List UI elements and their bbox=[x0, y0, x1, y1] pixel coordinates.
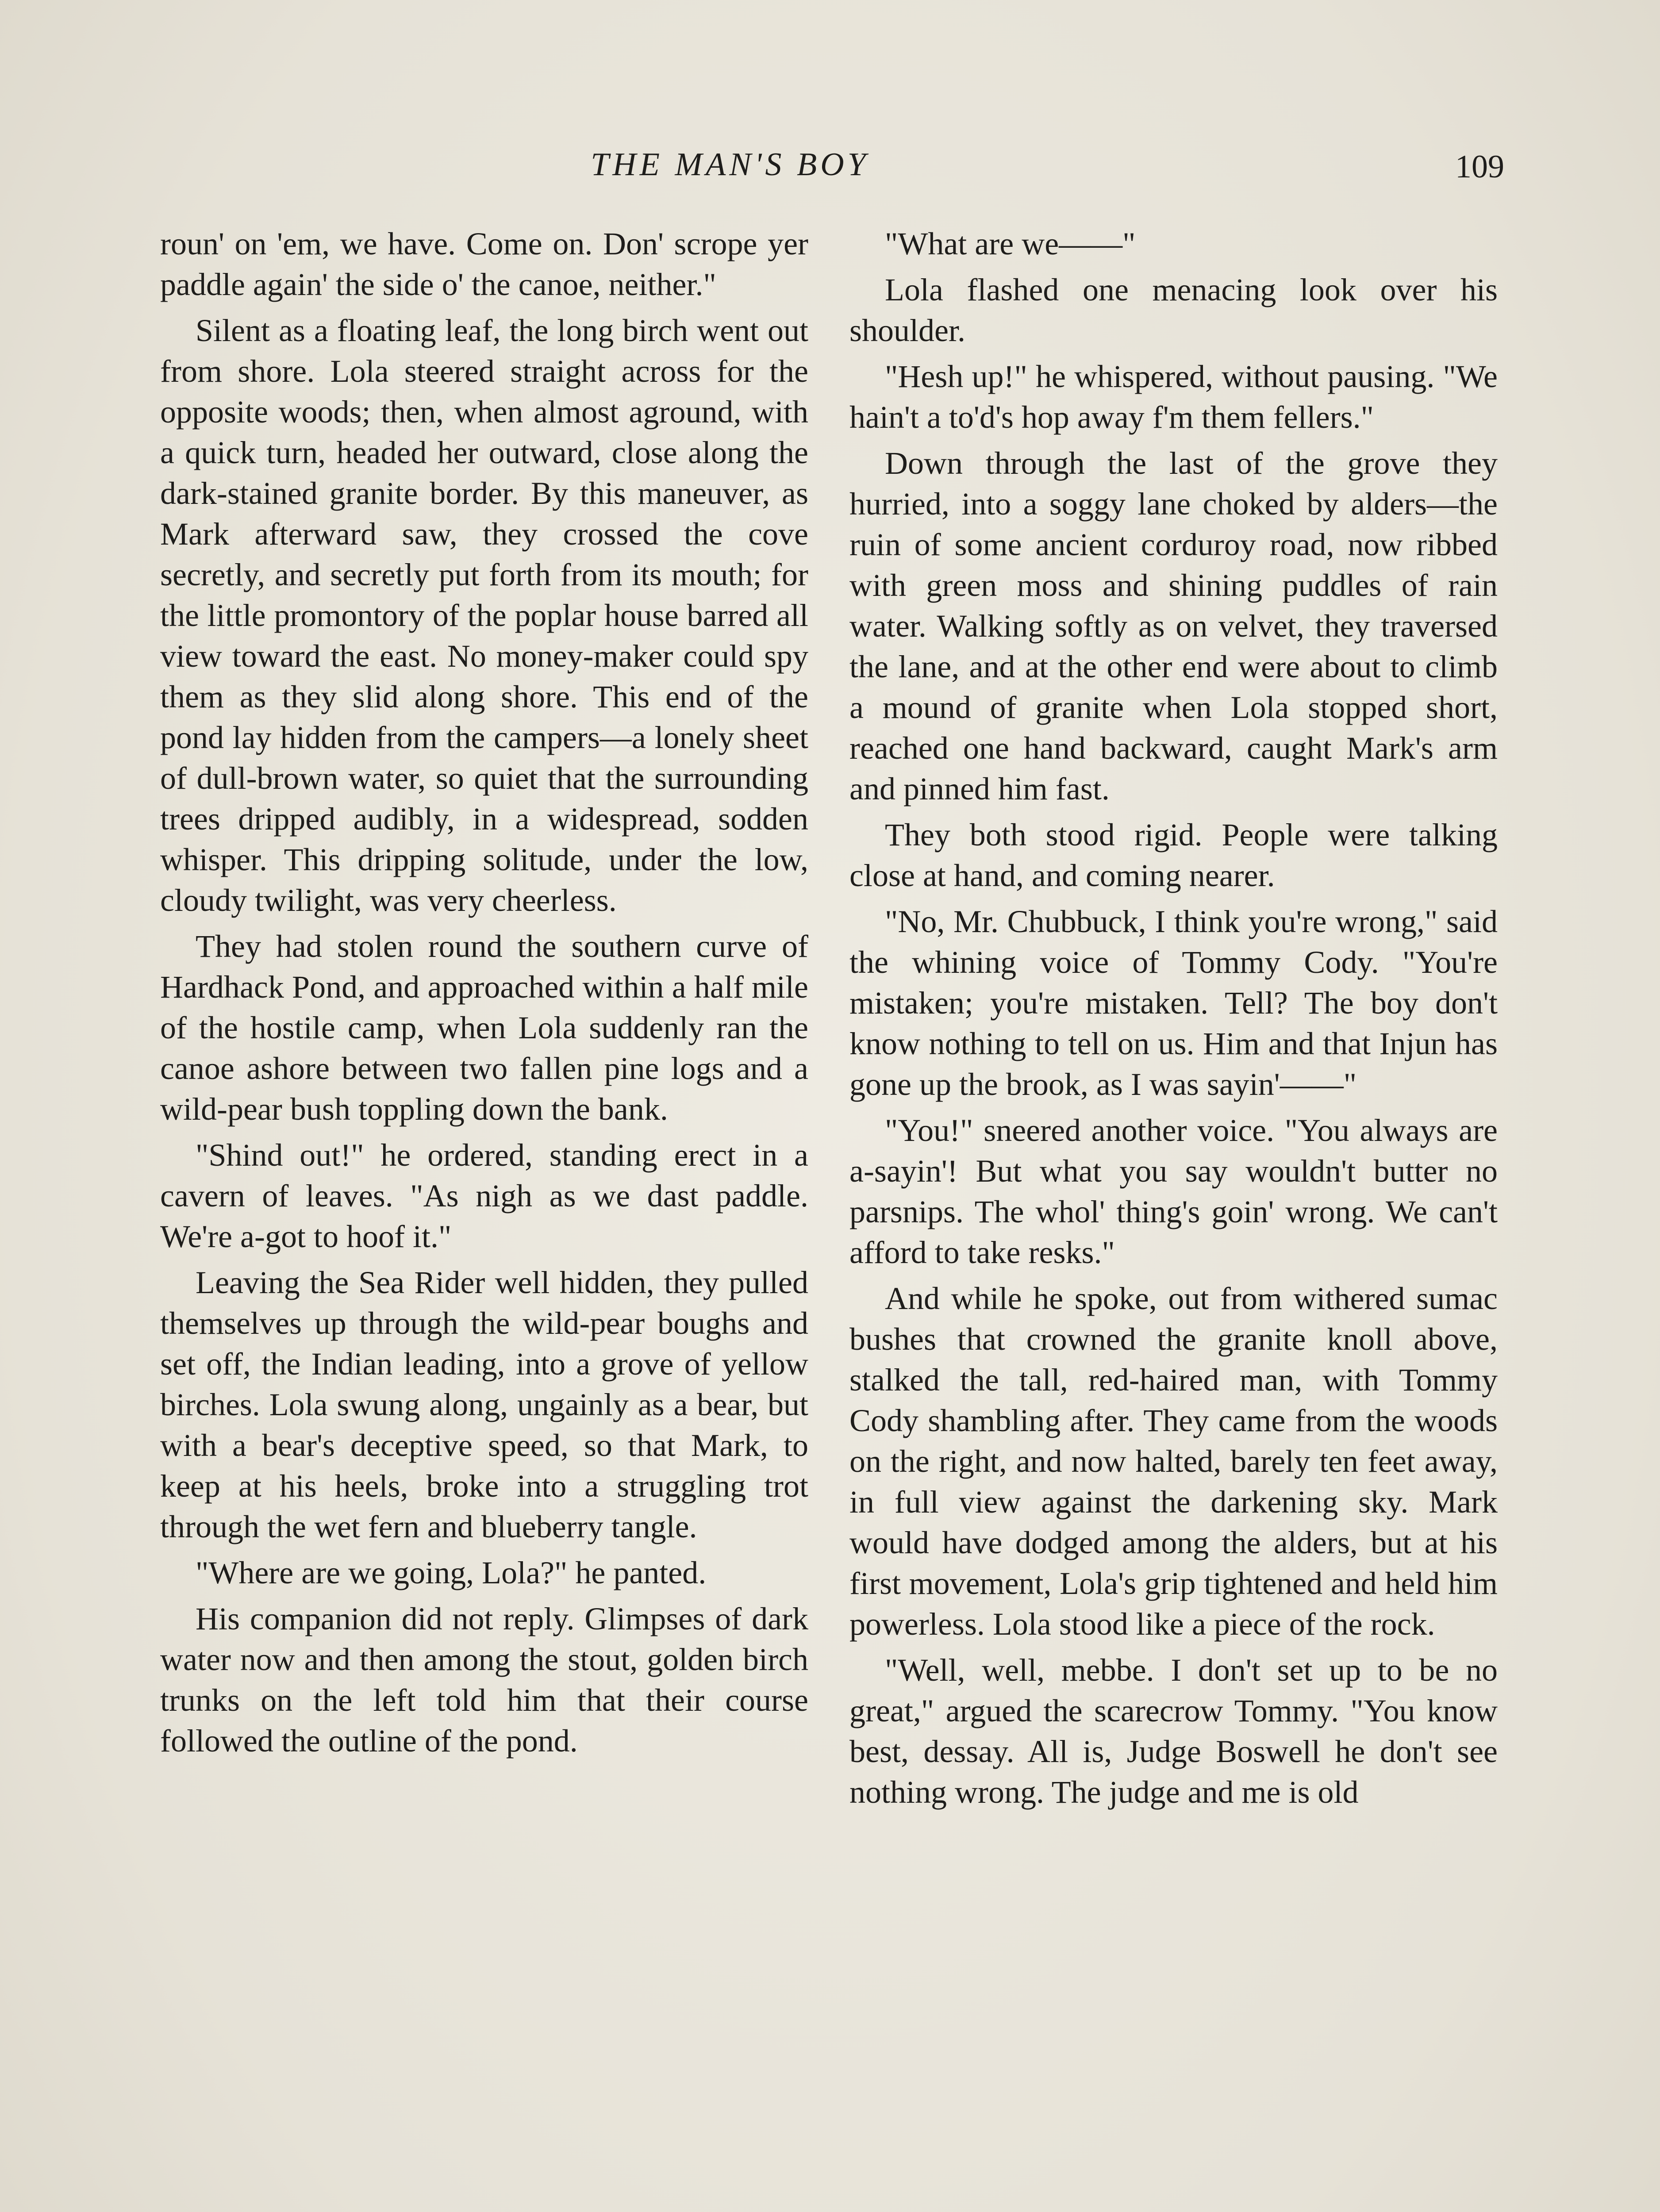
page-number: 109 bbox=[1455, 149, 1504, 185]
paragraph: His companion did not reply. Glimpses of dark water now and then among the stout, golden birch trunks on the left told him that their course followed the outline of the pond. bbox=[160, 1601, 808, 1759]
paragraph: Silent as a floating leaf, the long birch went out from shore. Lola steered straight across for the opposite woods; then, when almost aground, with a quick turn, headed her outward, close along the dark-stained granite border. By this maneuver, as Mark afterward saw, they crossed the cove secretly, and secretly put forth from its mouth; for the little promontory of the poplar house barred all view toward the east. No money-maker could spy them as they slid along shore. This end of the pond lay hidden from the campers—a lonely sheet of dull-brown water, so quiet that the surrounding trees dripped audibly, in a widespread, sodden whisper. This dripping solitude, under the low, cloudy twilight, was very cheerless. bbox=[160, 313, 808, 918]
running-header-title: THE MAN'S BOY bbox=[591, 146, 869, 183]
paragraph: "What are we——" bbox=[885, 226, 1136, 261]
paragraph: "Where are we going, Lola?" he panted. bbox=[196, 1555, 707, 1590]
paragraph: Lola flashed one menacing look over his shoulder. bbox=[849, 272, 1498, 348]
paragraph: They both stood rigid. People were talking close at hand, and coming nearer. bbox=[849, 817, 1498, 893]
paragraph: "Well, well, mebbe. I don't set up to be no great," argued the scarecrow Tommy. "You know best, dessay. All is, Judge Boswell he don't see nothing wrong. The judge and me is old bbox=[849, 1652, 1498, 1810]
right-text-column bbox=[849, 223, 1498, 1813]
paragraph: Leaving the Sea Rider well hidden, they pulled themselves up through the wild-pear boughs and set off, the Indian leading, into a grove of yellow birches. Lola swung along, ungainly as a bear, but with a bear's deceptive speed, so that Mark, to keep at his heels, broke into a struggling trot through the wet fern and blueberry tangle. bbox=[160, 1265, 808, 1544]
paragraph: And while he spoke, out from withered sumac bushes that crowned the granite knoll above, stalked the tall, red-haired man, with Tommy Cody shambling after. They came from the woods on the right, and now halted, barely ten feet away, in full view against the darkening sky. Mark would have dodged among the alders, but at his first movement, Lola's grip tightened and held him powerless. Lola stood like a piece of the rock. bbox=[849, 1281, 1498, 1642]
paragraph: "Shind out!" he ordered, standing erect in a cavern of leaves. "As nigh as we dast paddle. We're a-got to hoof it." bbox=[160, 1137, 808, 1254]
paragraph: Down through the last of the grove they hurried, into a soggy lane choked by alders—the ruin of some ancient corduroy road, now ribbed with green moss and shining puddles of rain water. Walking softly as on velvet, they traversed the lane, and at the other end were about to climb a mound of granite when Lola stopped short, reached one hand backward, caught Mark's arm and pinned him fast. bbox=[849, 445, 1498, 806]
paragraph: roun' on 'em, we have. Come on. Don' scrope yer paddle again' the side o' the canoe, neither." bbox=[160, 226, 808, 302]
left-text-column bbox=[160, 223, 808, 1761]
paragraph: They had stolen round the southern curve of Hardhack Pond, and approached within a half mile of the hostile camp, when Lola suddenly ran the canoe ashore between two fallen pine logs and a wild-pear bush toppling down the bank. bbox=[160, 929, 808, 1127]
paragraph: "Hesh up!" he whispered, without pausing. "We hain't a to'd's hop away f'm them fellers." bbox=[849, 359, 1498, 435]
paragraph: "You!" sneered another voice. "You always are a-sayin'! But what you say wouldn't butter no parsnips. The whol' thing's goin' wrong. We can't afford to take resks." bbox=[849, 1113, 1498, 1270]
paragraph: "No, Mr. Chubbuck, I think you're wrong," said the whining voice of Tommy Cody. "You're mistaken; you're mistaken. Tell? The boy don't know nothing to tell on us. Him and that Injun has gone up the brook, as I was sayin'——" bbox=[849, 904, 1498, 1102]
